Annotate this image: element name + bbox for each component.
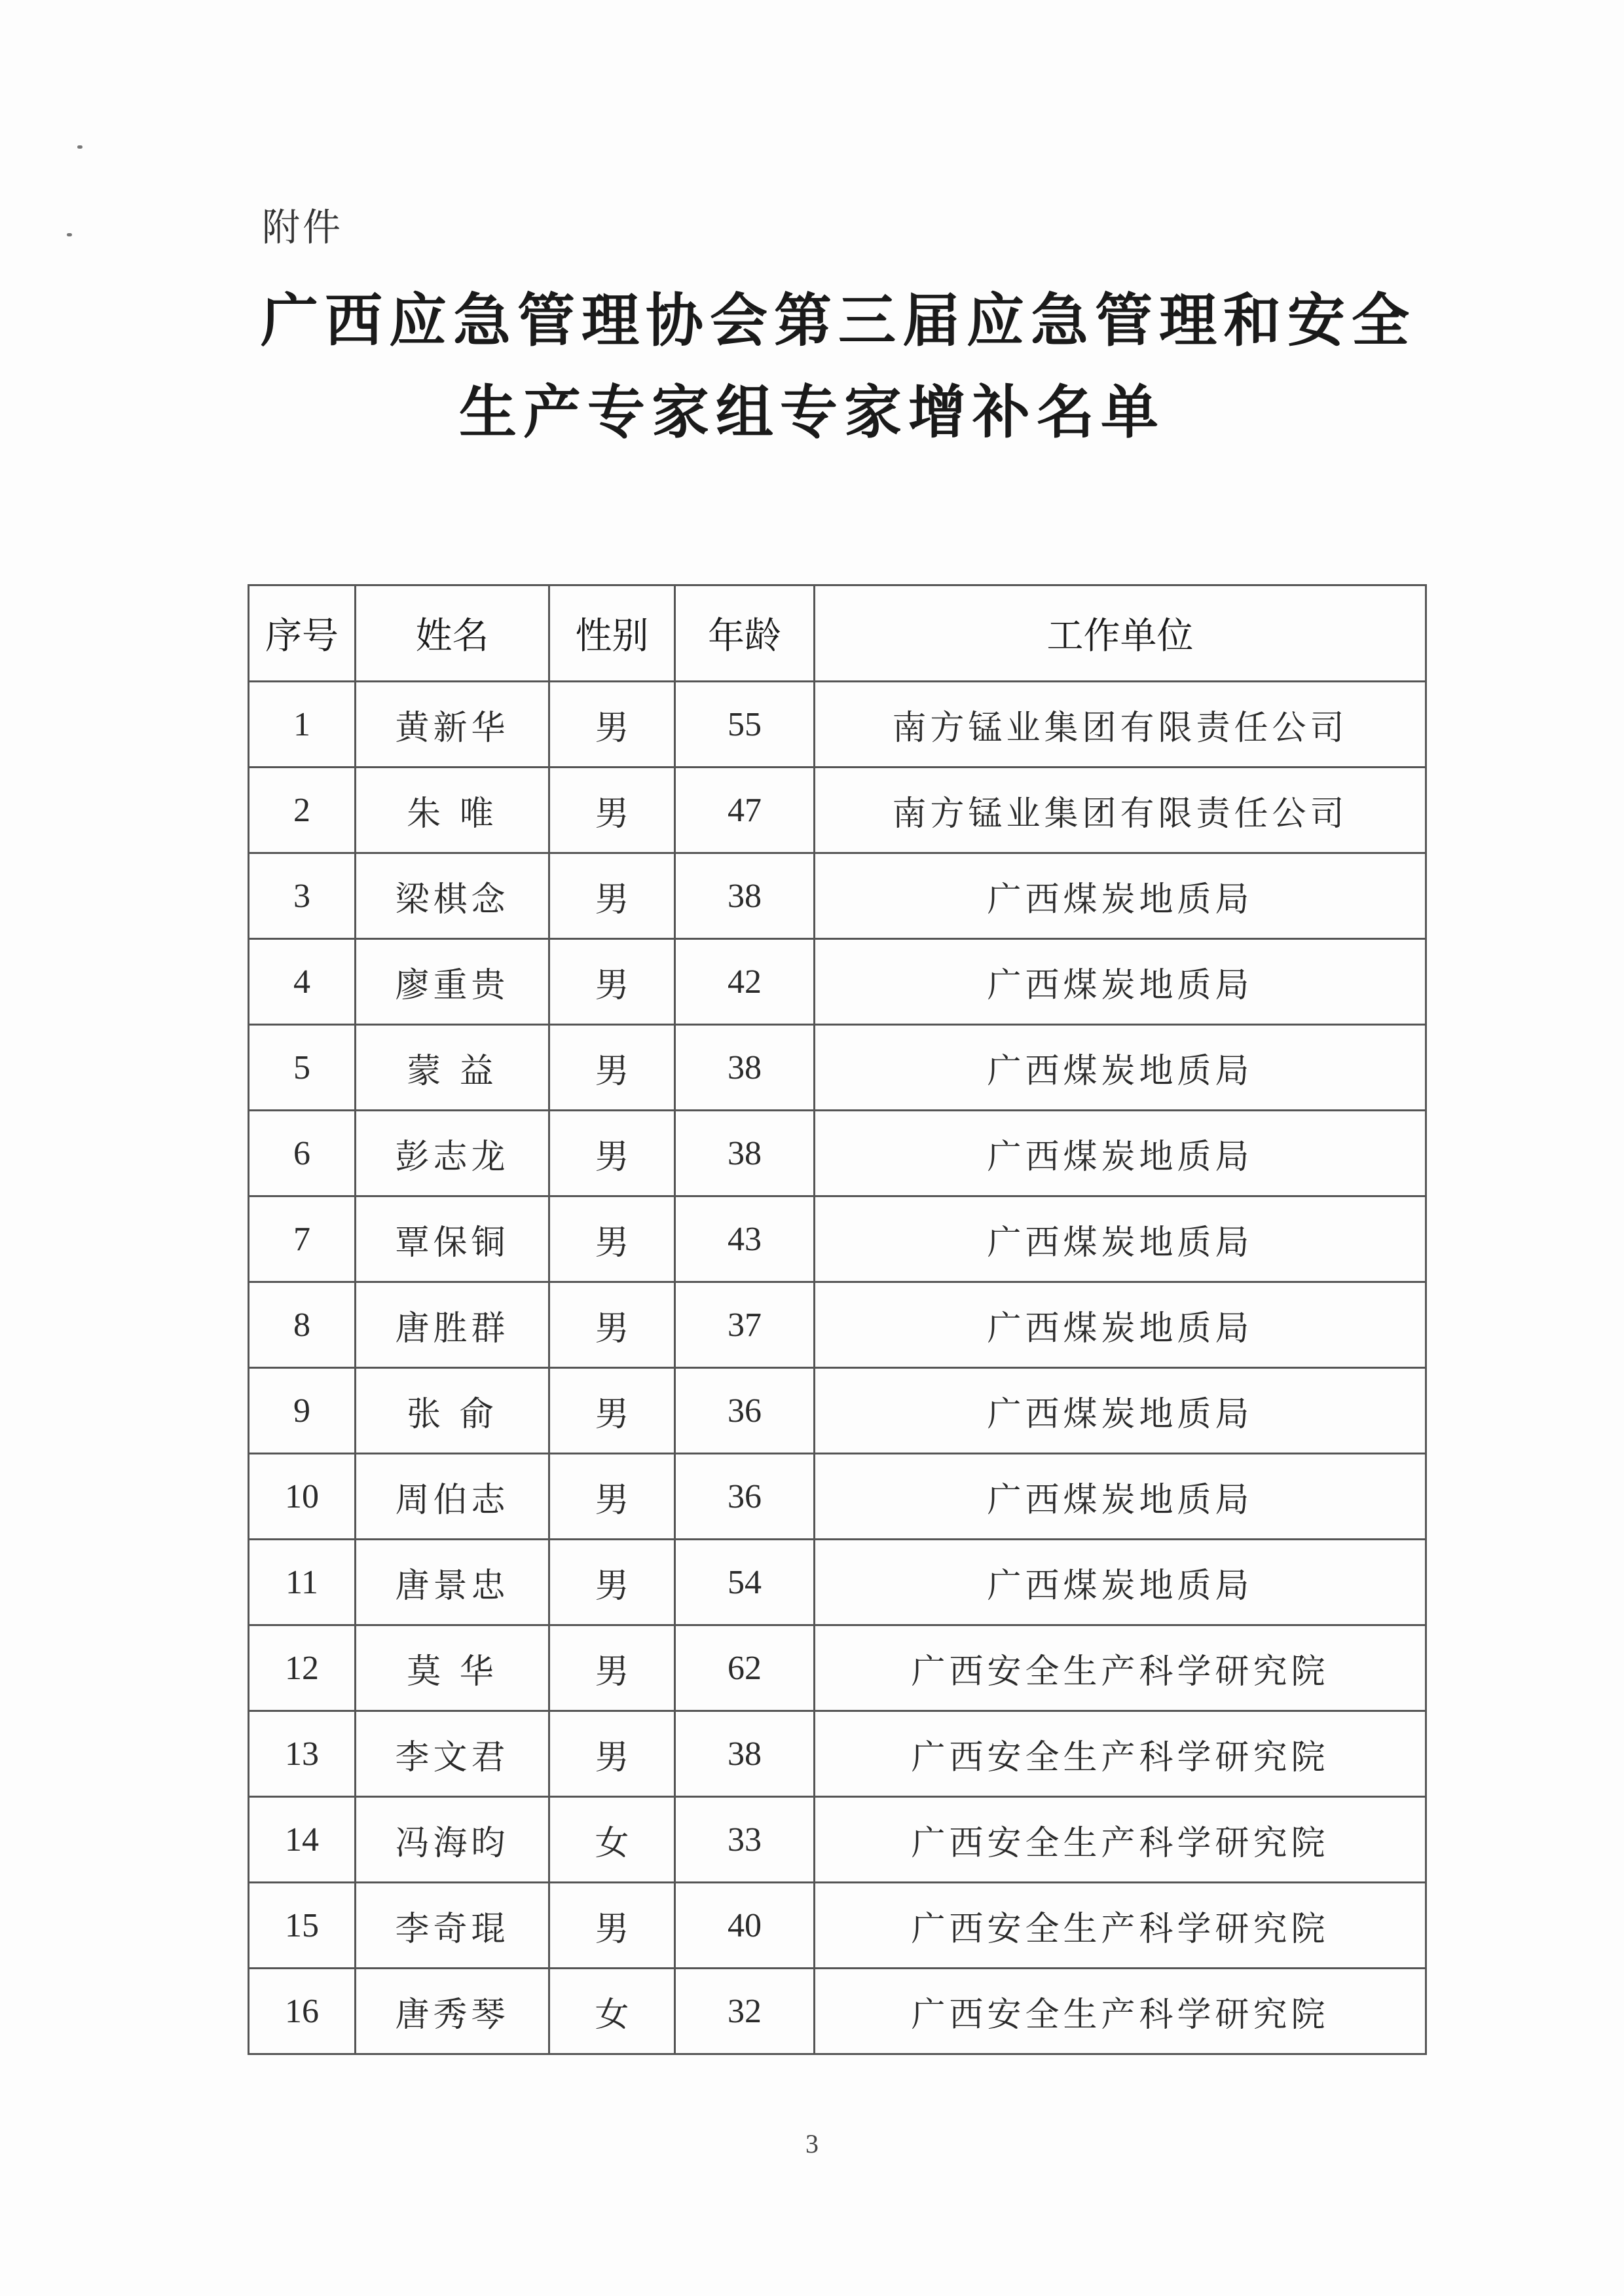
cell-work-unit: 广西煤炭地质局: [815, 1540, 1426, 1625]
cell-work-unit: 广西煤炭地质局: [815, 1454, 1426, 1540]
cell-serial-number: 2: [249, 768, 356, 853]
cell-name: 唐景忠: [356, 1540, 549, 1625]
table-row: [249, 1969, 1426, 2054]
cell-name: 黄新华: [356, 682, 549, 768]
cell-work-unit: 南方锰业集团有限责任公司: [815, 768, 1426, 853]
attachment-label: 附件: [262, 205, 344, 250]
cell-serial-number: 9: [249, 1368, 356, 1454]
cell-serial-number: 3: [249, 853, 356, 939]
cell-name: 李奇琨: [356, 1883, 549, 1969]
cell-age: 55: [675, 682, 815, 768]
cell-age: 54: [675, 1540, 815, 1625]
document-title-line-2: 生产专家组专家增补名单: [458, 378, 1165, 446]
cell-age: 37: [675, 1282, 815, 1368]
cell-age: 38: [675, 1025, 815, 1111]
cell-work-unit: 广西安全生产科学研究院: [815, 1883, 1426, 1969]
cell-name: 周伯志: [356, 1454, 549, 1540]
cell-name: 廖重贵: [356, 939, 549, 1025]
cell-name: 莫 华: [356, 1625, 549, 1711]
table-row: [249, 1625, 1426, 1711]
table-row: [249, 1025, 1426, 1111]
cell-gender: 男: [549, 1625, 675, 1711]
cell-gender: 男: [549, 853, 675, 939]
cell-age: 32: [675, 1969, 815, 2054]
header-age: 年龄: [675, 585, 815, 682]
table-row: [249, 1111, 1426, 1196]
cell-age: 40: [675, 1883, 815, 1969]
cell-serial-number: 5: [249, 1025, 356, 1111]
cell-work-unit: 广西煤炭地质局: [815, 1111, 1426, 1196]
table-row: [249, 1368, 1426, 1454]
cell-gender: 男: [549, 1282, 675, 1368]
cell-serial-number: 1: [249, 682, 356, 768]
cell-serial-number: 14: [249, 1797, 356, 1883]
cell-name: 蒙 益: [356, 1025, 549, 1111]
cell-gender: 男: [549, 1196, 675, 1282]
cell-gender: 女: [549, 1969, 675, 2054]
cell-work-unit: 广西煤炭地质局: [815, 1368, 1426, 1454]
header-gender: 性别: [549, 585, 675, 682]
cell-serial-number: 13: [249, 1711, 356, 1797]
cell-serial-number: 15: [249, 1883, 356, 1969]
table-row: [249, 1540, 1426, 1625]
cell-name: 唐胜群: [356, 1282, 549, 1368]
cell-age: 36: [675, 1368, 815, 1454]
cell-age: 38: [675, 853, 815, 939]
cell-serial-number: 16: [249, 1969, 356, 2054]
cell-gender: 女: [549, 1797, 675, 1883]
header-work-unit: 工作单位: [815, 585, 1426, 682]
cell-work-unit: 广西安全生产科学研究院: [815, 1711, 1426, 1797]
cell-work-unit: 广西煤炭地质局: [815, 1025, 1426, 1111]
cell-work-unit: 广西煤炭地质局: [815, 939, 1426, 1025]
cell-serial-number: 6: [249, 1111, 356, 1196]
expert-roster-table: [248, 584, 1427, 2055]
cell-work-unit: 广西安全生产科学研究院: [815, 1969, 1426, 2054]
document-title-line-1: 广西应急管理协会第三届应急管理和安全: [260, 286, 1416, 354]
table-row: [249, 1282, 1426, 1368]
cell-gender: 男: [549, 1025, 675, 1111]
cell-serial-number: 8: [249, 1282, 356, 1368]
header-serial-number: 序号: [249, 585, 356, 682]
cell-age: 42: [675, 939, 815, 1025]
cell-gender: 男: [549, 1711, 675, 1797]
cell-work-unit: 广西安全生产科学研究院: [815, 1625, 1426, 1711]
scan-speck: [77, 145, 83, 149]
header-name: 姓名: [356, 585, 549, 682]
cell-serial-number: 7: [249, 1196, 356, 1282]
cell-gender: 男: [549, 1368, 675, 1454]
table-header-row: [249, 585, 1426, 682]
cell-work-unit: 广西煤炭地质局: [815, 853, 1426, 939]
cell-serial-number: 11: [249, 1540, 356, 1625]
cell-gender: 男: [549, 1883, 675, 1969]
table-row: [249, 1196, 1426, 1282]
cell-serial-number: 12: [249, 1625, 356, 1711]
page-number: 3: [805, 2129, 819, 2158]
table-row: [249, 768, 1426, 853]
cell-name: 唐秀琴: [356, 1969, 549, 2054]
cell-gender: 男: [549, 768, 675, 853]
table-row: [249, 1883, 1426, 1969]
scan-speck: [67, 233, 72, 236]
table-row: [249, 939, 1426, 1025]
cell-gender: 男: [549, 682, 675, 768]
cell-gender: 男: [549, 939, 675, 1025]
cell-age: 36: [675, 1454, 815, 1540]
cell-age: 33: [675, 1797, 815, 1883]
table-row: [249, 1711, 1426, 1797]
table-row: [249, 1454, 1426, 1540]
cell-gender: 男: [549, 1454, 675, 1540]
cell-work-unit: 广西煤炭地质局: [815, 1282, 1426, 1368]
cell-name: 李文君: [356, 1711, 549, 1797]
cell-gender: 男: [549, 1540, 675, 1625]
cell-serial-number: 4: [249, 939, 356, 1025]
cell-name: 覃保铜: [356, 1196, 549, 1282]
cell-name: 梁棋念: [356, 853, 549, 939]
cell-age: 38: [675, 1111, 815, 1196]
table-row: [249, 682, 1426, 768]
cell-age: 47: [675, 768, 815, 853]
cell-age: 62: [675, 1625, 815, 1711]
cell-age: 38: [675, 1711, 815, 1797]
table-row: [249, 853, 1426, 939]
cell-name: 彭志龙: [356, 1111, 549, 1196]
cell-work-unit: 南方锰业集团有限责任公司: [815, 682, 1426, 768]
cell-work-unit: 广西安全生产科学研究院: [815, 1797, 1426, 1883]
table-row: [249, 1797, 1426, 1883]
cell-gender: 男: [549, 1111, 675, 1196]
cell-name: 朱 唯: [356, 768, 549, 853]
cell-work-unit: 广西煤炭地质局: [815, 1196, 1426, 1282]
cell-age: 43: [675, 1196, 815, 1282]
cell-serial-number: 10: [249, 1454, 356, 1540]
cell-name: 冯海昀: [356, 1797, 549, 1883]
cell-name: 张 俞: [356, 1368, 549, 1454]
